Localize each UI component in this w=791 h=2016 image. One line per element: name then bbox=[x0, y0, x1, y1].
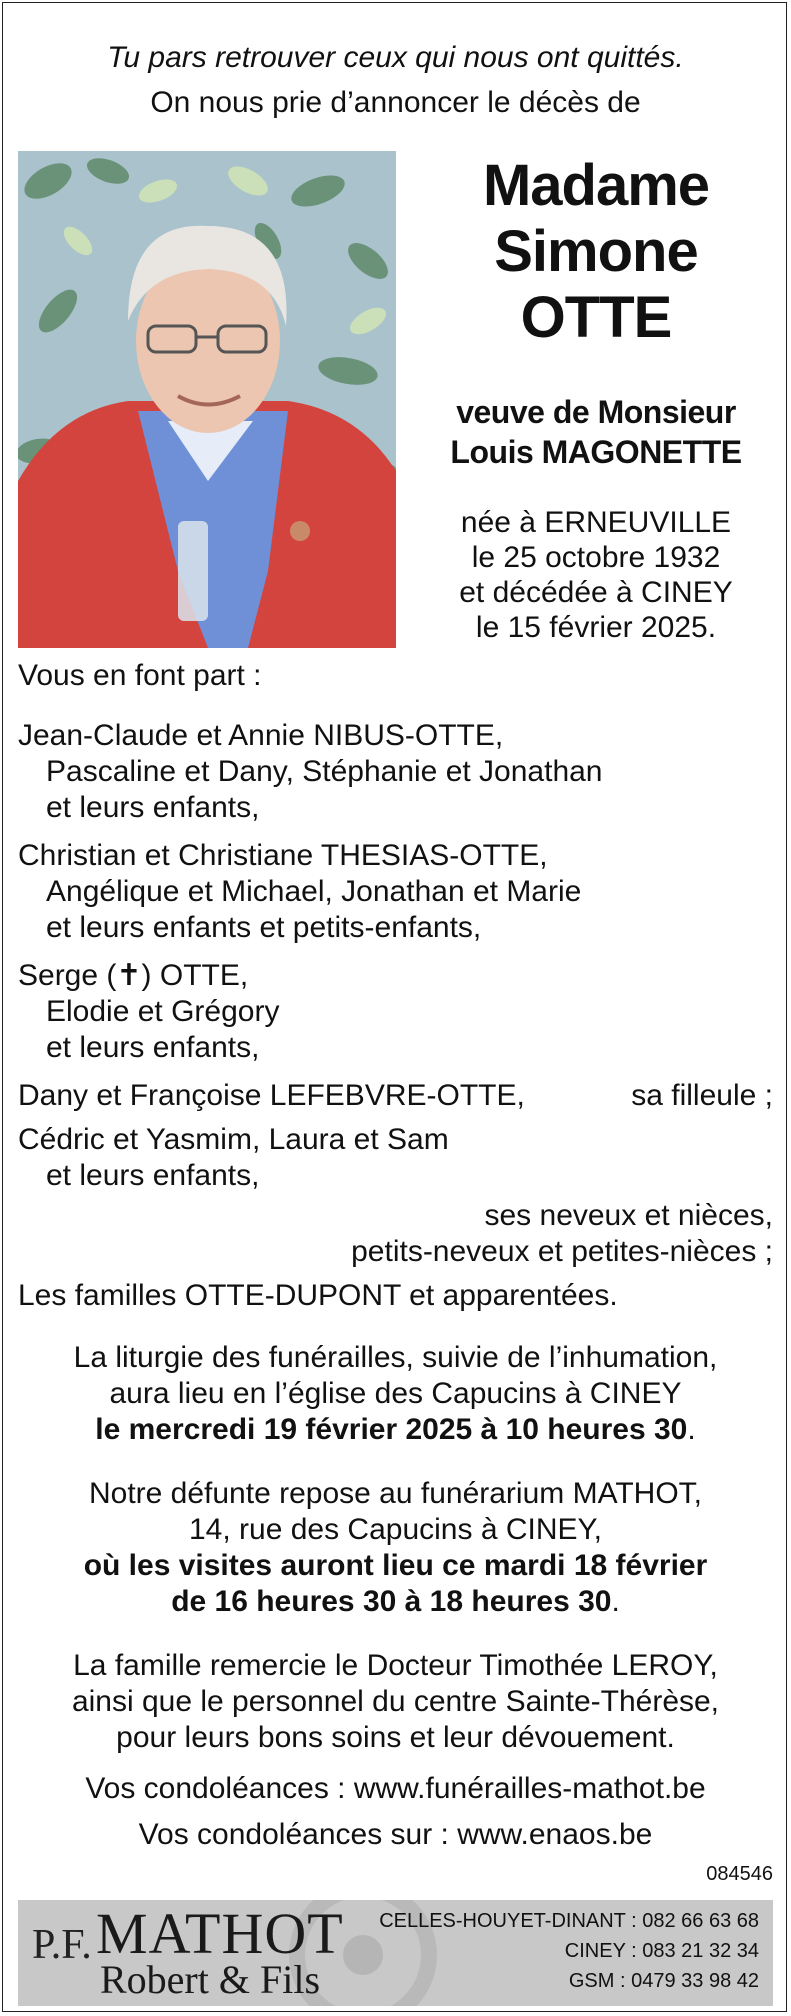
widow-line-2: Louis MAGONETTE bbox=[450, 434, 742, 470]
family-line: Pascaline et Dany, Stéphanie et Jonathan bbox=[46, 755, 603, 788]
portrait-photo bbox=[18, 151, 396, 648]
announcement-line: On nous prie d’annoncer le décès de bbox=[150, 86, 641, 119]
funeral-line: aura lieu en l’église des Capucins à CINEY bbox=[109, 1377, 682, 1410]
family-line: Elodie et Grégory bbox=[46, 995, 280, 1028]
family-line: Les familles OTTE-DUPONT et apparentées. bbox=[18, 1279, 618, 1312]
funeral-home-footer bbox=[18, 1900, 773, 2006]
family-intro: Vous en font part : bbox=[18, 659, 262, 692]
thanks-line: pour leurs bons soins et leur dévouement. bbox=[116, 1721, 675, 1754]
family-line: Angélique et Michael, Jonathan et Marie bbox=[46, 875, 582, 908]
family-relation: sa filleule ; bbox=[631, 1079, 773, 1112]
footer-phone-ciney: CINEY : 083 21 32 34 bbox=[564, 1940, 759, 1962]
condolences-link-enaos[interactable]: Vos condoléances sur : www.enaos.be bbox=[138, 1818, 653, 1851]
family-line: et leurs enfants, bbox=[46, 1031, 260, 1064]
thanks-line: La famille remercie le Docteur Timothée LEROY, bbox=[73, 1649, 718, 1682]
family-line: et leurs enfants et petits-enfants, bbox=[46, 911, 482, 944]
birth-place: née à ERNEUVILLE bbox=[460, 506, 732, 539]
family-line: Serge (✝) OTTE, bbox=[18, 958, 249, 993]
condolences-link-mathot[interactable]: Vos condoléances : www.funérailles-mathot.be bbox=[85, 1772, 706, 1805]
widow-line-1: veuve de Monsieur bbox=[456, 394, 736, 430]
visit-hours: où les visites auront lieu ce mardi 18 février bbox=[83, 1549, 708, 1582]
opening-quote: Tu pars retrouver ceux qui nous ont quittés. bbox=[107, 41, 684, 74]
reference-number: 084546 bbox=[706, 1863, 773, 1885]
funeral-line: La liturgie des funérailles, suivie de l’inhumation, bbox=[73, 1341, 718, 1374]
family-line: et leurs enfants, bbox=[46, 1159, 260, 1192]
death-place: et décédée à CINEY bbox=[459, 576, 733, 609]
visit-hours: de 16 heures 30 à 18 heures 30. bbox=[171, 1585, 620, 1618]
deceased-title: Madame bbox=[482, 153, 710, 218]
thanks-line: ainsi que le personnel du centre Sainte-Thérèse, bbox=[71, 1685, 720, 1718]
footer-pf: P.F. bbox=[32, 1922, 92, 1968]
family-line: Jean-Claude et Annie NIBUS-OTTE, bbox=[18, 719, 504, 752]
deceased-last-name: OTTE bbox=[520, 285, 672, 350]
visit-line: Notre défunte repose au funérarium MATHOT, bbox=[88, 1477, 703, 1510]
footer-brand: MATHOT bbox=[96, 1901, 344, 1966]
birth-date: le 25 octobre 1932 bbox=[471, 541, 721, 574]
death-date: le 15 février 2025. bbox=[475, 611, 717, 644]
family-line: Christian et Christiane THESIAS-OTTE, bbox=[18, 839, 548, 872]
deceased-first-name: Simone bbox=[494, 219, 698, 284]
footer-phone-gsm: GSM : 0479 33 98 42 bbox=[568, 1970, 759, 1992]
visit-line: 14, rue des Capucins à CINEY, bbox=[188, 1513, 602, 1546]
footer-subbrand: Robert & Fils bbox=[100, 1957, 321, 2002]
footer-phone-celles: CELLES-HOUYET-DINANT : 082 66 63 68 bbox=[379, 1910, 759, 1932]
funeral-date: le mercredi 19 février 2025 à 10 heures 30. bbox=[95, 1413, 696, 1446]
family-line: Dany et Françoise LEFEBVRE-OTTE, bbox=[18, 1079, 525, 1112]
family-line: et leurs enfants, bbox=[46, 791, 260, 824]
family-relation: petits-neveux et petites-nièces ; bbox=[351, 1235, 773, 1268]
family-relation: ses neveux et nièces, bbox=[484, 1199, 773, 1232]
cross-icon: ✝ bbox=[116, 958, 142, 993]
family-line: Cédric et Yasmim, Laura et Sam bbox=[18, 1123, 449, 1156]
